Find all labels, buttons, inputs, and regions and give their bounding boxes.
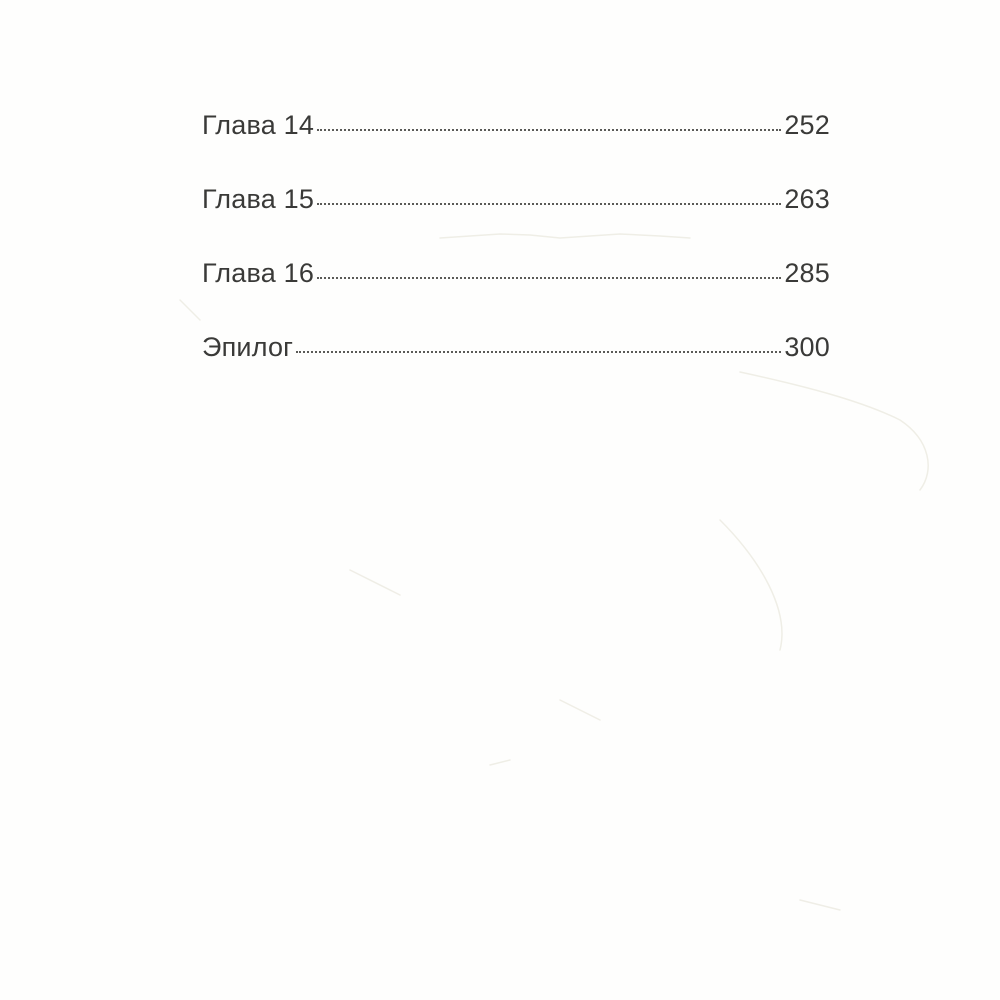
- table-of-contents: [202, 112, 830, 408]
- toc-dot-leader: [317, 203, 781, 205]
- toc-entry-chapter-16[interactable]: [202, 260, 830, 334]
- toc-entry-chapter-14[interactable]: [202, 112, 830, 186]
- toc-dot-leader: [317, 129, 781, 131]
- toc-dot-leader: [296, 351, 781, 353]
- toc-entry-chapter-15[interactable]: [202, 186, 830, 260]
- toc-entry-title: Эпилог: [202, 332, 294, 362]
- toc-dot-leader: [317, 277, 781, 279]
- toc-entry-title: Глава 14: [202, 110, 315, 140]
- toc-entry-title: Глава 15: [202, 184, 315, 214]
- toc-entry-page: 263: [784, 184, 830, 214]
- toc-entry-epilogue[interactable]: [202, 334, 830, 408]
- toc-entry-page: 285: [784, 258, 830, 288]
- toc-entry-title: Глава 16: [202, 258, 315, 288]
- toc-entry-page: 252: [784, 110, 830, 140]
- toc-entry-page: 300: [784, 332, 830, 362]
